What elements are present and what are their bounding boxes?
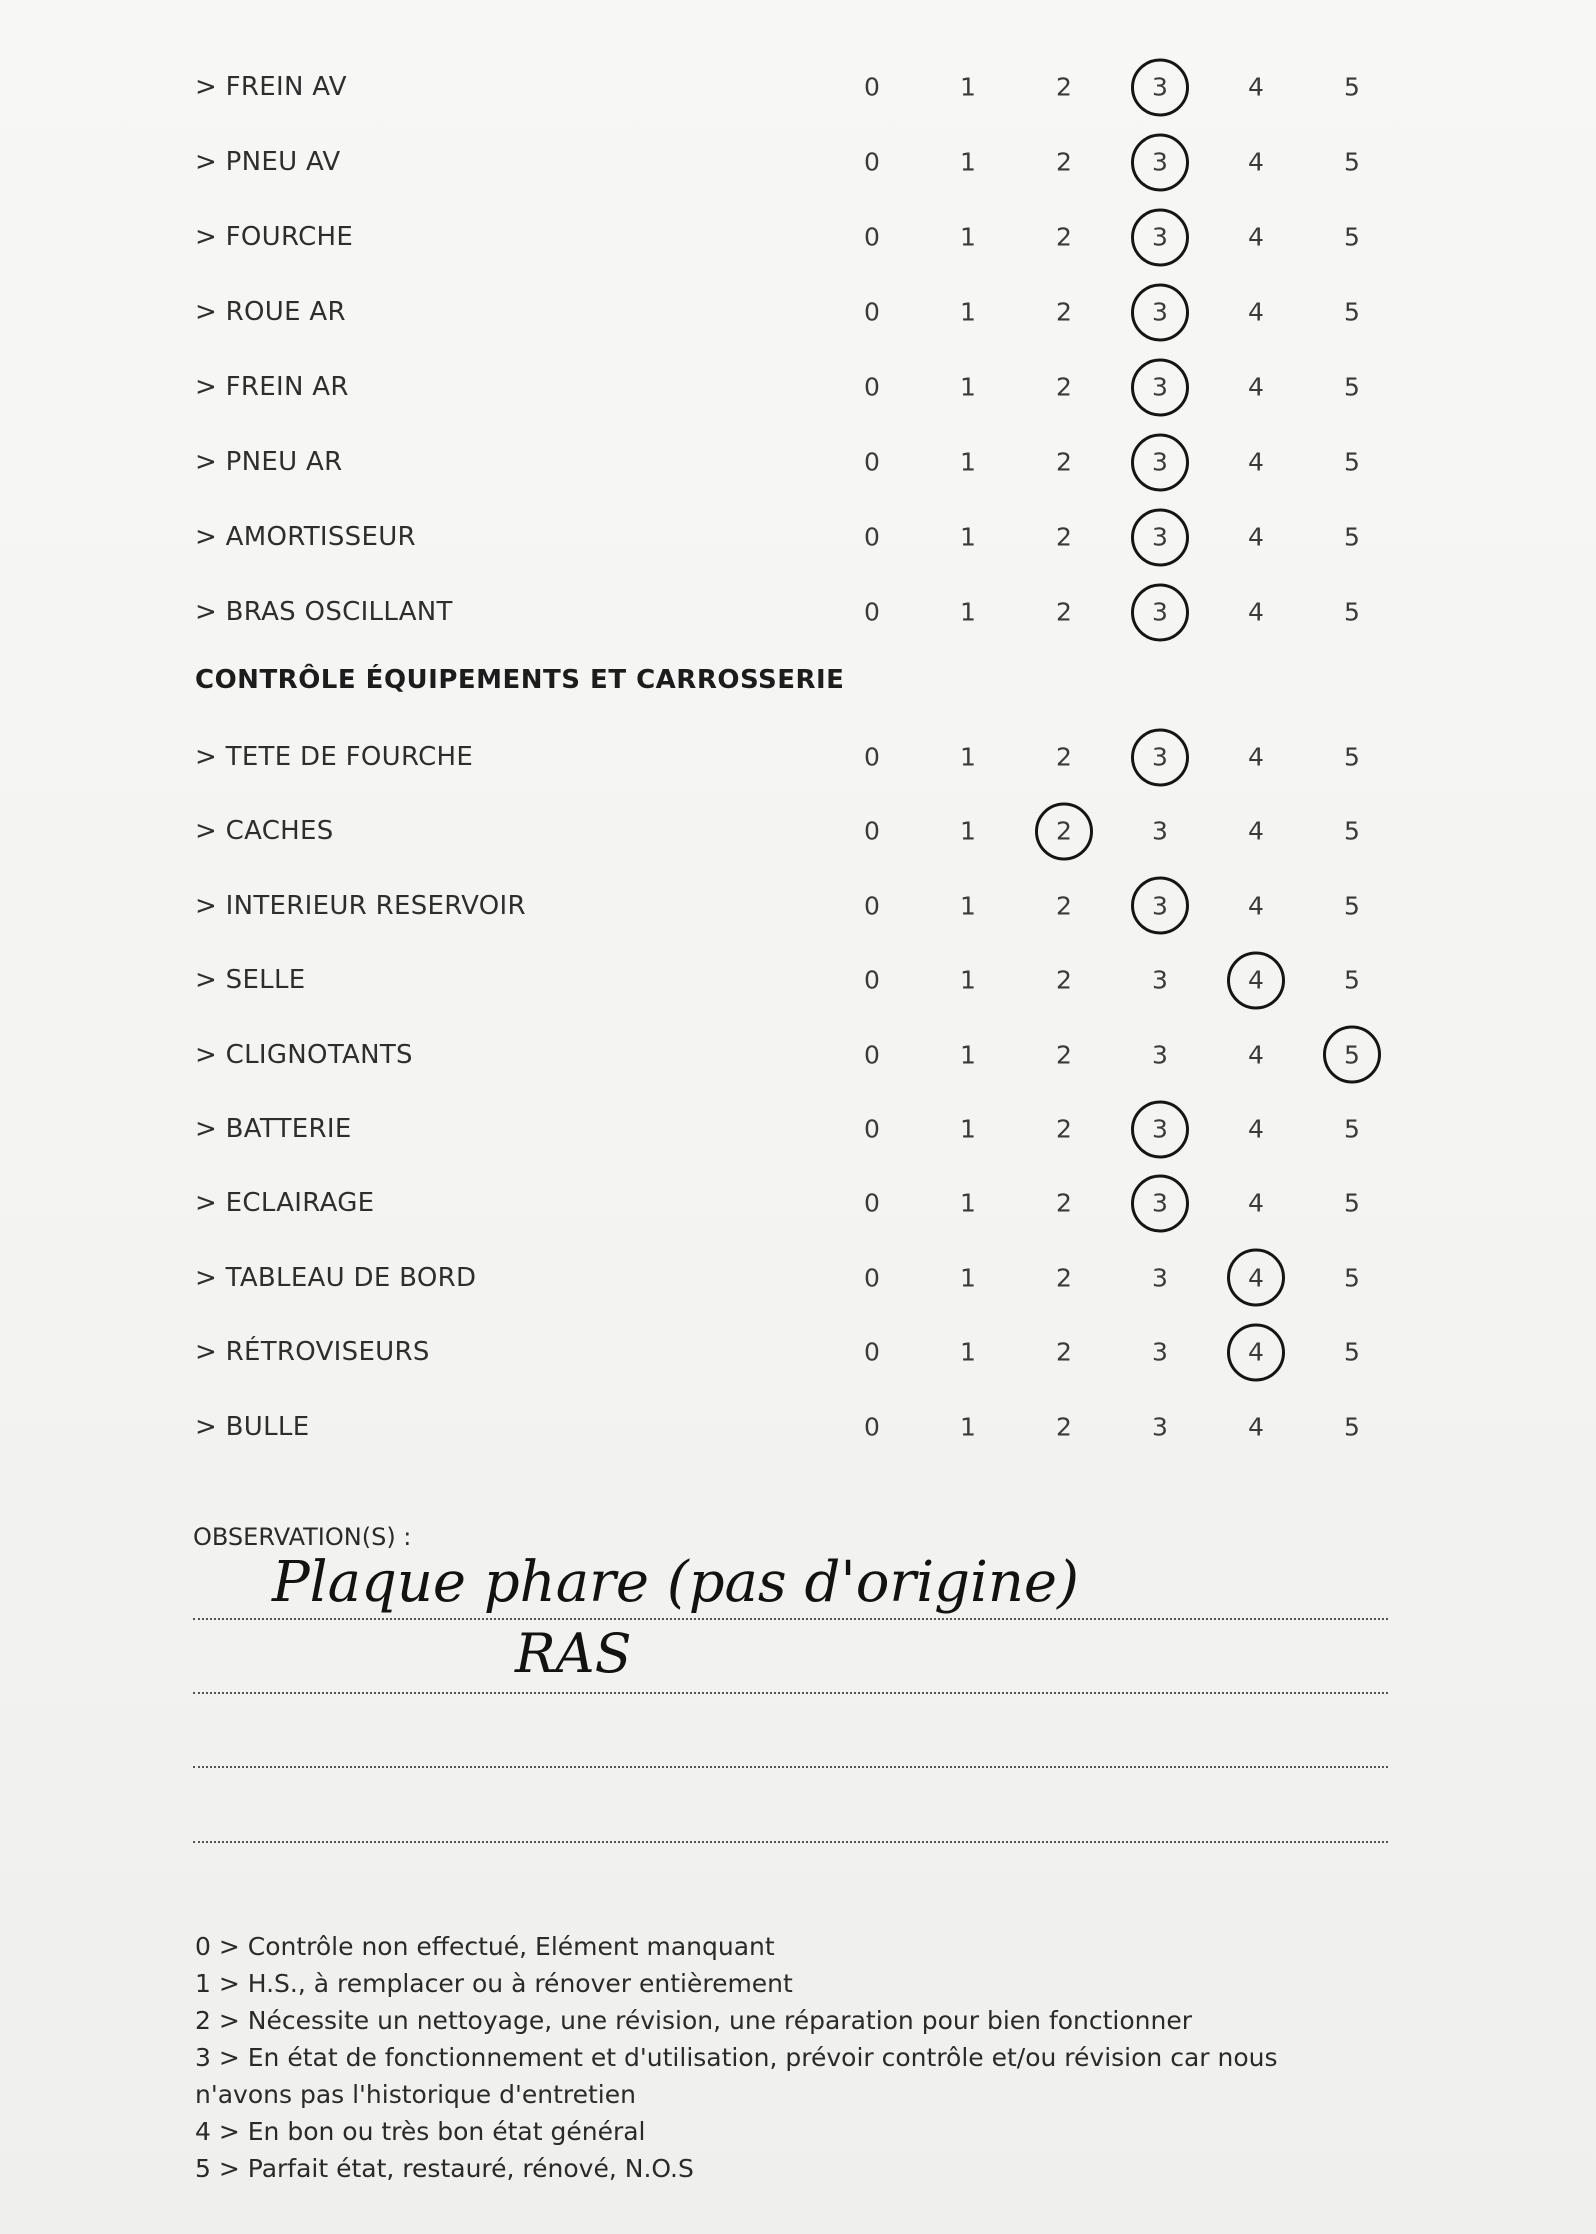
score-option-2[interactable]: 2 <box>1056 1188 1072 1218</box>
score-option-0[interactable]: 0 <box>864 72 880 102</box>
score-option-5[interactable]: 5 <box>1344 447 1360 477</box>
score-option-5[interactable]: 5 <box>1344 297 1360 327</box>
score-option-3[interactable]: 3 <box>1140 148 1180 177</box>
score-option-5[interactable]: 5 <box>1344 597 1360 627</box>
score-legend <box>195 1928 1395 2187</box>
score-option-3[interactable]: 3 <box>1152 1040 1168 1070</box>
score-option-0[interactable]: 0 <box>864 742 880 772</box>
selected-circle <box>1323 1026 1381 1084</box>
score-option-5[interactable]: 5 <box>1344 742 1360 772</box>
score-option-0[interactable]: 0 <box>864 222 880 252</box>
legend-line: n'avons pas l'historique d'entretien <box>195 2080 636 2109</box>
score-option-5[interactable]: 5 <box>1344 1114 1360 1144</box>
score-option-5[interactable]: 5 <box>1344 222 1360 252</box>
row-label: > FREIN AV <box>195 72 347 102</box>
selected-circle <box>1227 951 1285 1009</box>
score-option-4[interactable]: 4 <box>1236 1338 1276 1367</box>
score-option-3[interactable]: 3 <box>1152 965 1168 995</box>
score-option-2[interactable]: 2 <box>1056 1412 1072 1442</box>
score-option-5[interactable]: 5 <box>1344 1337 1360 1367</box>
score-option-5[interactable]: 5 <box>1344 965 1360 995</box>
score-option-0[interactable]: 0 <box>864 1412 880 1442</box>
score-option-1[interactable]: 1 <box>960 1263 976 1293</box>
score-option-1[interactable]: 1 <box>960 742 976 772</box>
row-label: > FOURCHE <box>195 222 354 252</box>
score-option-2[interactable]: 2 <box>1044 817 1084 846</box>
score-option-5[interactable]: 5 <box>1344 147 1360 177</box>
score-option-5[interactable]: 5 <box>1344 372 1360 402</box>
score-option-2[interactable]: 2 <box>1056 1114 1072 1144</box>
score-option-2[interactable]: 2 <box>1056 222 1072 252</box>
score-option-3[interactable]: 3 <box>1140 1115 1180 1144</box>
score-option-3[interactable]: 3 <box>1152 1412 1168 1442</box>
checklist-row <box>195 207 1395 267</box>
score-option-4[interactable]: 4 <box>1248 1114 1264 1144</box>
selected-circle <box>1131 133 1189 191</box>
score-option-3[interactable]: 3 <box>1152 1337 1168 1367</box>
score-option-4[interactable]: 4 <box>1248 447 1264 477</box>
score-option-2[interactable]: 2 <box>1056 447 1072 477</box>
score-option-1[interactable]: 1 <box>960 297 976 327</box>
checklist-row <box>195 507 1395 567</box>
score-option-4[interactable]: 4 <box>1248 222 1264 252</box>
score-option-0[interactable]: 0 <box>864 522 880 552</box>
score-option-5[interactable]: 5 <box>1332 1040 1372 1069</box>
score-option-3[interactable]: 3 <box>1140 298 1180 327</box>
score-option-3[interactable]: 3 <box>1140 523 1180 552</box>
score-option-3[interactable]: 3 <box>1152 1263 1168 1293</box>
selected-circle <box>1131 508 1189 566</box>
score-option-4[interactable]: 4 <box>1248 522 1264 552</box>
row-label: > PNEU AV <box>195 147 341 177</box>
score-option-5[interactable]: 5 <box>1344 891 1360 921</box>
legend-line: 2 > Nécessite un nettoyage, une révision, une réparation pour bien fonctionner <box>195 2006 1193 2035</box>
checklist-row <box>195 132 1395 192</box>
score-option-2[interactable]: 2 <box>1056 742 1072 772</box>
score-option-4[interactable]: 4 <box>1248 816 1264 846</box>
score-option-5[interactable]: 5 <box>1344 1263 1360 1293</box>
checklist-row <box>195 582 1395 642</box>
score-option-3[interactable]: 3 <box>1140 73 1180 102</box>
legend-line: 4 > En bon ou très bon état général <box>195 2117 646 2146</box>
legend-line: 0 > Contrôle non effectué, Elément manquant <box>195 1932 775 1961</box>
score-option-1[interactable]: 1 <box>960 522 976 552</box>
score-option-0[interactable]: 0 <box>864 1040 880 1070</box>
selected-circle <box>1131 1174 1189 1232</box>
row-label: > FREIN AR <box>195 372 349 402</box>
score-option-4[interactable]: 4 <box>1248 891 1264 921</box>
selected-circle <box>1131 208 1189 266</box>
score-option-1[interactable]: 1 <box>960 1412 976 1442</box>
score-option-3[interactable]: 3 <box>1140 448 1180 477</box>
legend-line: 3 > En état de fonctionnement et d'utilisation, prévoir contrôle et/ou révision car nous <box>195 2043 1278 2072</box>
observation-line-4[interactable] <box>193 1841 1388 1843</box>
selected-circle <box>1227 1323 1285 1381</box>
score-option-3[interactable]: 3 <box>1140 598 1180 627</box>
legend-line: 5 > Parfait état, restauré, rénové, N.O.S <box>195 2154 694 2183</box>
row-label: > BRAS OSCILLANT <box>195 597 453 627</box>
row-label: > BULLE <box>195 1411 310 1442</box>
checklist-row <box>195 950 1395 1010</box>
score-option-1[interactable]: 1 <box>960 891 976 921</box>
selected-circle <box>1131 728 1189 786</box>
observation-line-1[interactable] <box>193 1618 1388 1620</box>
score-option-2[interactable]: 2 <box>1056 891 1072 921</box>
score-option-4[interactable]: 4 <box>1236 966 1276 995</box>
score-option-4[interactable]: 4 <box>1236 1263 1276 1292</box>
score-option-3[interactable]: 3 <box>1140 223 1180 252</box>
observation-line-3[interactable] <box>193 1766 1388 1768</box>
score-option-4[interactable]: 4 <box>1248 372 1264 402</box>
score-option-1[interactable]: 1 <box>960 447 976 477</box>
score-option-1[interactable]: 1 <box>960 372 976 402</box>
score-option-2[interactable]: 2 <box>1056 297 1072 327</box>
checklist-row <box>195 1397 1395 1457</box>
score-option-5[interactable]: 5 <box>1344 1188 1360 1218</box>
score-option-4[interactable]: 4 <box>1248 72 1264 102</box>
score-option-3[interactable]: 3 <box>1140 743 1180 772</box>
checklist-row <box>195 1025 1395 1085</box>
observation-line-2[interactable] <box>193 1692 1388 1694</box>
checklist-row <box>195 876 1395 936</box>
score-option-0[interactable]: 0 <box>864 597 880 627</box>
score-option-4[interactable]: 4 <box>1248 742 1264 772</box>
score-option-0[interactable]: 0 <box>864 1188 880 1218</box>
score-option-3[interactable]: 3 <box>1140 1189 1180 1218</box>
row-label: > ROUE AR <box>195 297 346 327</box>
score-option-0[interactable]: 0 <box>864 447 880 477</box>
score-option-2[interactable]: 2 <box>1056 1337 1072 1367</box>
score-option-1[interactable]: 1 <box>960 597 976 627</box>
checklist-row <box>195 432 1395 492</box>
score-option-2[interactable]: 2 <box>1056 1040 1072 1070</box>
row-label: > PNEU AR <box>195 447 343 477</box>
score-option-1[interactable]: 1 <box>960 1337 976 1367</box>
score-option-2[interactable]: 2 <box>1056 522 1072 552</box>
score-option-0[interactable]: 0 <box>864 1337 880 1367</box>
selected-circle <box>1131 877 1189 935</box>
score-option-4[interactable]: 4 <box>1248 1040 1264 1070</box>
score-option-0[interactable]: 0 <box>864 372 880 402</box>
selected-circle <box>1131 58 1189 116</box>
checklist-row <box>195 1248 1395 1308</box>
selected-circle <box>1035 802 1093 860</box>
selected-circle <box>1131 283 1189 341</box>
score-option-1[interactable]: 1 <box>960 965 976 995</box>
selected-circle <box>1227 1249 1285 1307</box>
handwritten-observation-2: RAS <box>515 1622 632 1685</box>
checklist-row <box>195 282 1395 342</box>
row-label: > CACHES <box>195 816 334 847</box>
score-option-0[interactable]: 0 <box>864 147 880 177</box>
row-label: > TETE DE FOURCHE <box>195 742 474 772</box>
score-option-2[interactable]: 2 <box>1056 147 1072 177</box>
row-label: > SELLE <box>195 965 306 996</box>
score-option-1[interactable]: 1 <box>960 816 976 846</box>
score-option-1[interactable]: 1 <box>960 1188 976 1218</box>
section-title: CONTRÔLE ÉQUIPEMENTS ET CARROSSERIE <box>195 665 845 695</box>
observations-label: OBSERVATION(S) : <box>193 1523 412 1551</box>
row-label: > ECLAIRAGE <box>195 1188 375 1219</box>
score-option-1[interactable]: 1 <box>960 1040 976 1070</box>
score-option-1[interactable]: 1 <box>960 72 976 102</box>
score-option-0[interactable]: 0 <box>864 965 880 995</box>
row-label: > CLIGNOTANTS <box>195 1039 413 1070</box>
legend-line: 1 > H.S., à remplacer ou à rénover entièrement <box>195 1969 793 1998</box>
checklist-row <box>195 1099 1395 1159</box>
row-label: > BATTERIE <box>195 1114 352 1144</box>
score-option-2[interactable]: 2 <box>1056 1263 1072 1293</box>
score-option-2[interactable]: 2 <box>1056 372 1072 402</box>
row-label: > AMORTISSEUR <box>195 522 416 552</box>
score-option-4[interactable]: 4 <box>1248 1412 1264 1442</box>
checklist-row <box>195 727 1395 787</box>
score-option-5[interactable]: 5 <box>1344 522 1360 552</box>
score-option-3[interactable]: 3 <box>1140 373 1180 402</box>
score-option-4[interactable]: 4 <box>1248 1188 1264 1218</box>
checklist-row <box>195 801 1395 861</box>
checklist-row <box>195 1173 1395 1233</box>
score-option-4[interactable]: 4 <box>1248 597 1264 627</box>
score-option-3[interactable]: 3 <box>1152 816 1168 846</box>
score-option-1[interactable]: 1 <box>960 147 976 177</box>
score-option-1[interactable]: 1 <box>960 222 976 252</box>
score-option-5[interactable]: 5 <box>1344 1412 1360 1442</box>
score-option-3[interactable]: 3 <box>1140 891 1180 920</box>
score-option-0[interactable]: 0 <box>864 1114 880 1144</box>
score-option-5[interactable]: 5 <box>1344 72 1360 102</box>
score-option-0[interactable]: 0 <box>864 297 880 327</box>
score-option-2[interactable]: 2 <box>1056 72 1072 102</box>
selected-circle <box>1131 433 1189 491</box>
checklist-row <box>195 357 1395 417</box>
score-option-2[interactable]: 2 <box>1056 597 1072 627</box>
score-option-0[interactable]: 0 <box>864 816 880 846</box>
checklist-row <box>195 57 1395 117</box>
row-label: > INTERIEUR RESERVOIR <box>195 890 526 921</box>
row-label: > TABLEAU DE BORD <box>195 1262 477 1293</box>
handwritten-observation-1: Plaque phare (pas d'origine) <box>272 1550 1079 1615</box>
selected-circle <box>1131 583 1189 641</box>
selected-circle <box>1131 1100 1189 1158</box>
score-option-4[interactable]: 4 <box>1248 147 1264 177</box>
score-option-0[interactable]: 0 <box>864 891 880 921</box>
row-label: > RÉTROVISEURS <box>195 1337 430 1368</box>
score-option-2[interactable]: 2 <box>1056 965 1072 995</box>
score-option-5[interactable]: 5 <box>1344 816 1360 846</box>
selected-circle <box>1131 358 1189 416</box>
checklist-row <box>195 1322 1395 1382</box>
score-option-4[interactable]: 4 <box>1248 297 1264 327</box>
score-option-0[interactable]: 0 <box>864 1263 880 1293</box>
score-option-1[interactable]: 1 <box>960 1114 976 1144</box>
